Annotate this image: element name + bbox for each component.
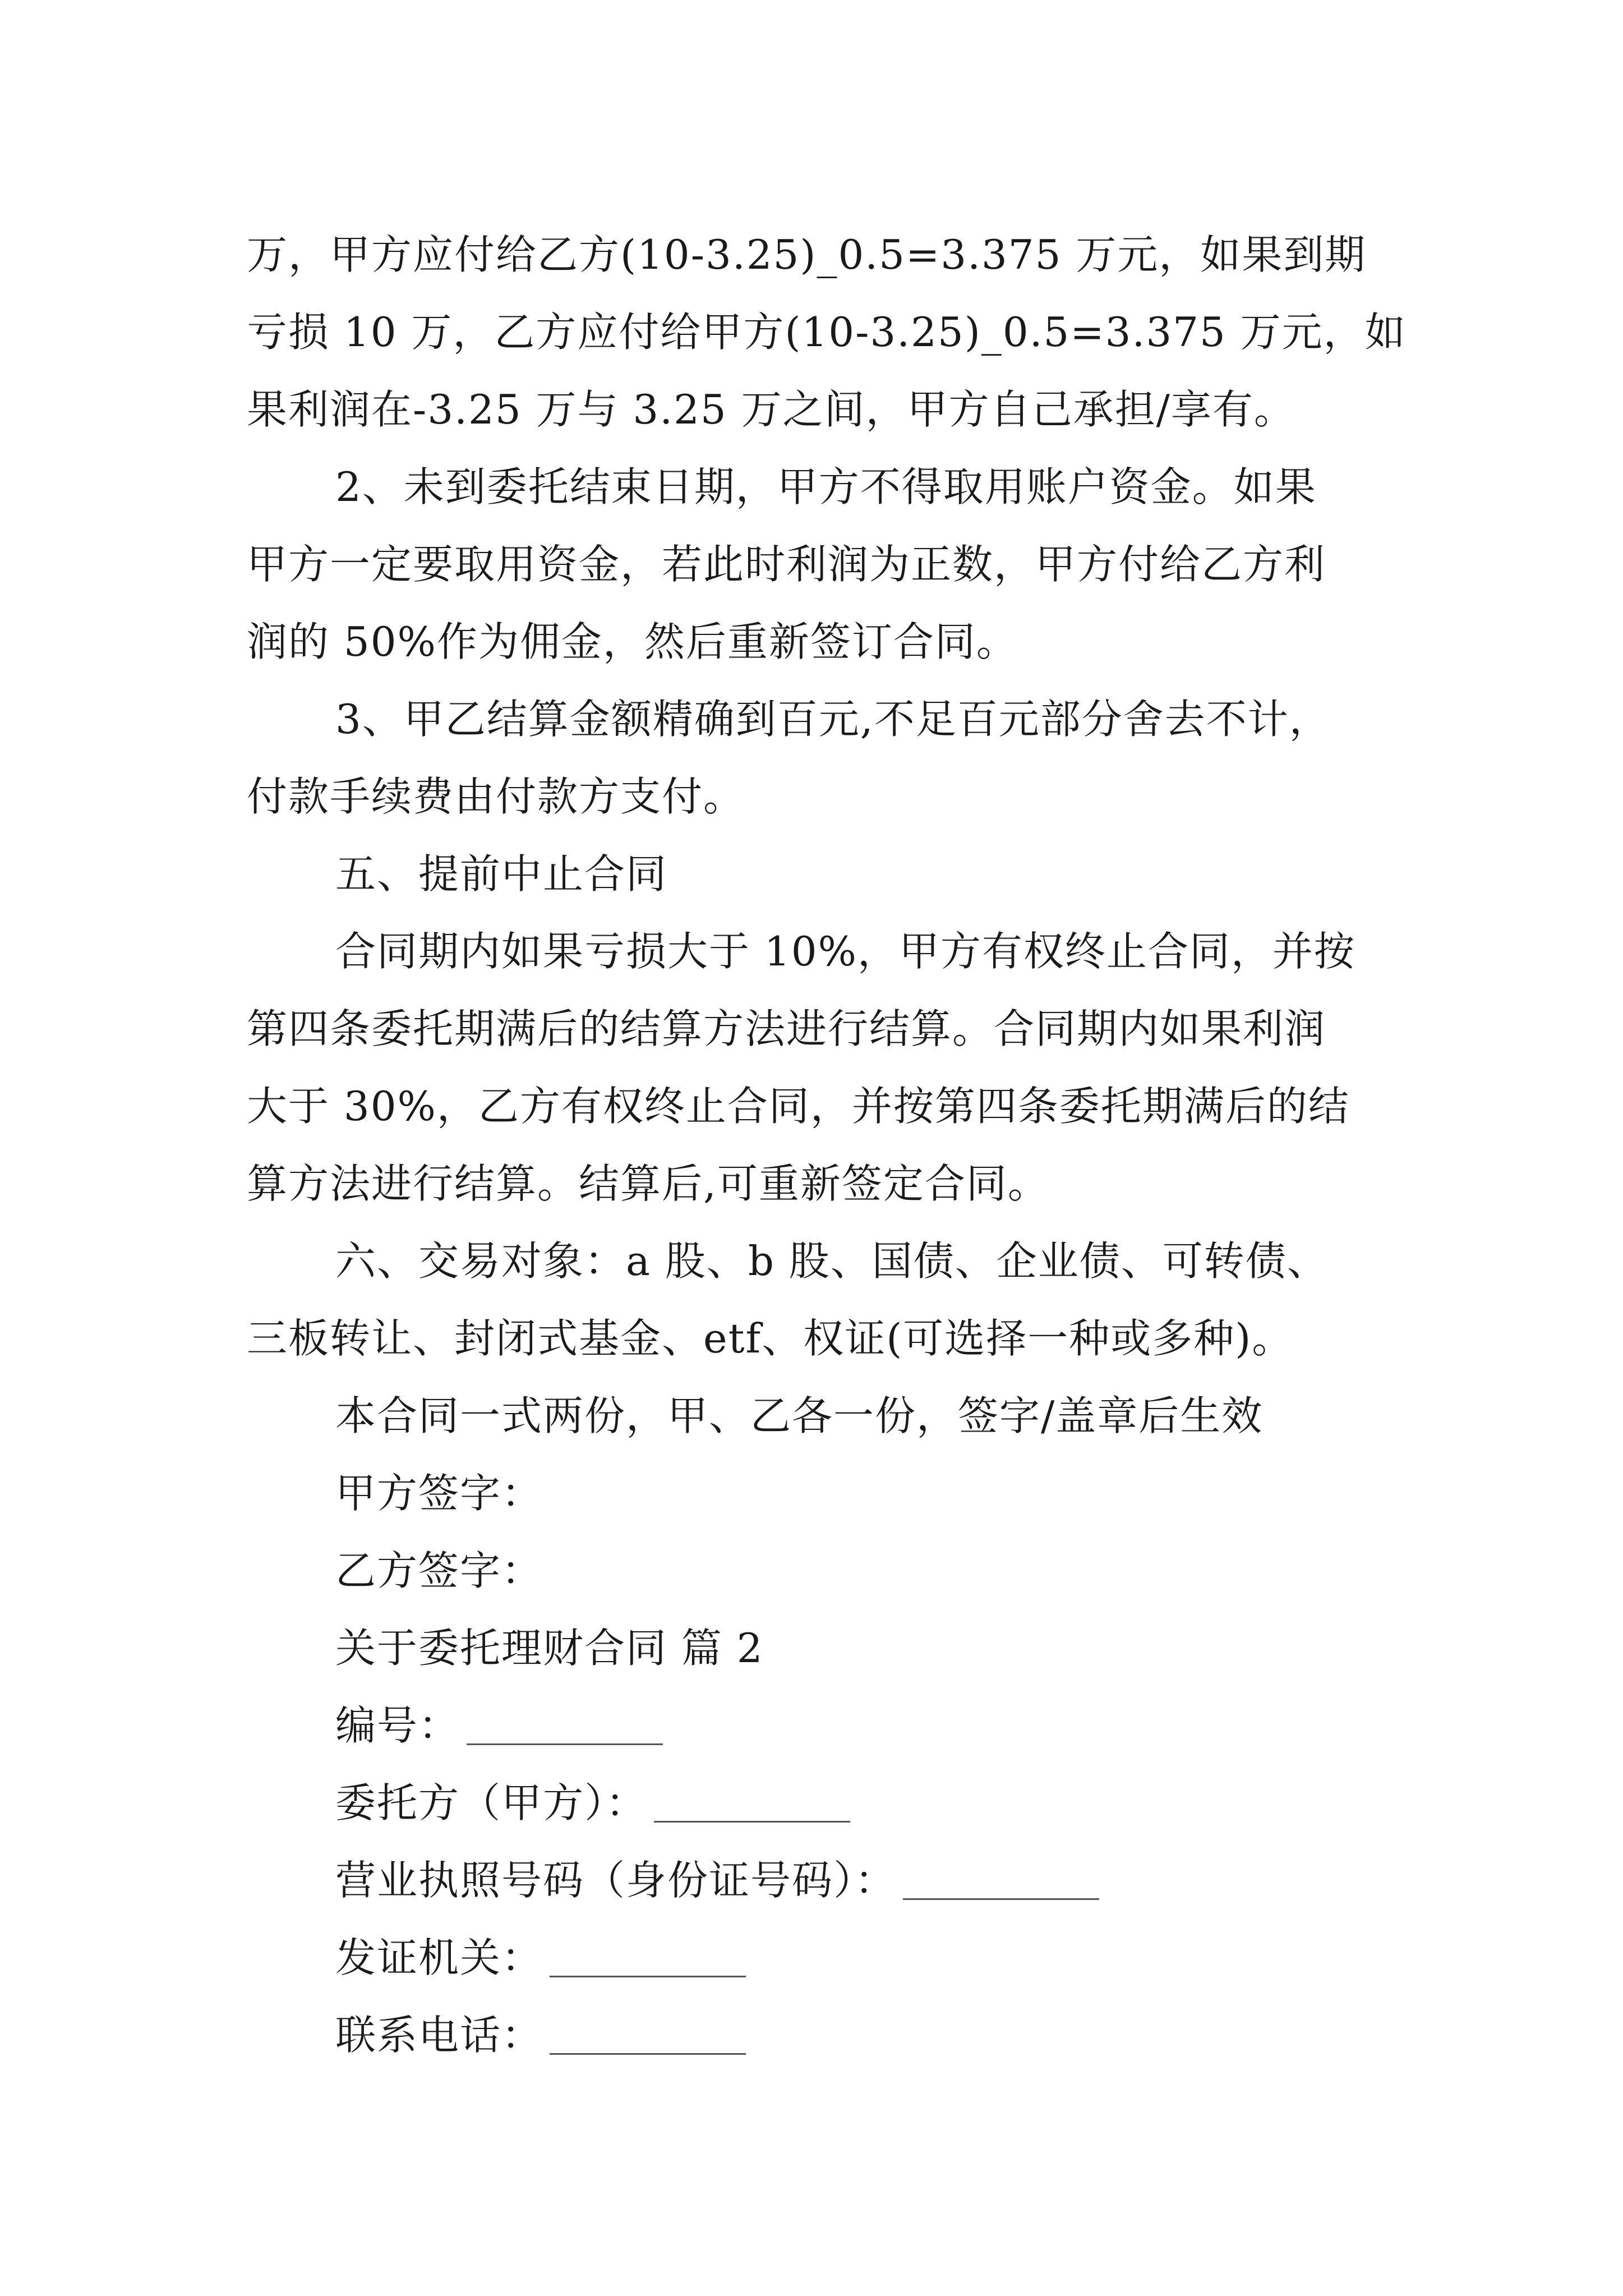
text-line: 润的 50%作为佣金，然后重新签订合同。 (247, 618, 1018, 665)
field-label: 发证机关： (335, 1934, 543, 1981)
text-line: 万，甲方应付给乙方(10-3.25)_0.5=3.375 万元，如果到期 (247, 231, 1367, 278)
field-issuing-authority (247, 1919, 1391, 1996)
blank-line (550, 1939, 746, 1977)
text-line: 三板转让、封闭式基金、etf、权证(可选择一种或多种)。 (247, 1315, 1294, 1362)
contract-title: 关于委托理财合同 篇 2 (335, 1625, 764, 1672)
text-line: 3、甲乙结算金额精确到百元,不足百元部分舍去不计， (335, 696, 1331, 743)
text-line: 果利润在-3.25 万与 3.25 万之间，甲方自己承担/享有。 (247, 386, 1295, 433)
signature-party-a: 甲方签字： (335, 1470, 543, 1517)
field-label: 联系电话： (335, 2012, 543, 2059)
field-phone (247, 1996, 1391, 2074)
text-line: 算方法进行结算。结算后,可重新签定合同。 (247, 1160, 1049, 1207)
field-label: 编号： (335, 1702, 460, 1749)
text-line: 2、未到委托结束日期，甲方不得取用账户资金。如果 (335, 463, 1317, 510)
field-label: 委托方（甲方）： (335, 1779, 648, 1826)
field-contract-number (247, 1687, 1391, 1764)
text-line: 第四条委托期满后的结算方法进行结算。合同期内如果利润 (247, 1005, 1326, 1052)
field-principal (247, 1764, 1391, 1842)
field-license-number (247, 1842, 1391, 1919)
text-line: 六、交易对象：a 股、b 股、国债、企业债、可转债、 (335, 1237, 1329, 1285)
blank-line (654, 1784, 850, 1823)
text-line: 甲方一定要取用资金，若此时利润为正数，甲方付给乙方利 (247, 541, 1326, 588)
text-line: 付款手续费由付款方支付。 (247, 773, 745, 820)
text-line: 本合同一式两份，甲、乙各一份，签字/盖章后生效 (335, 1392, 1264, 1439)
document-body (247, 216, 1407, 2074)
blank-line (550, 2016, 746, 2055)
signature-party-b: 乙方签字： (335, 1547, 543, 1594)
section-heading: 五、提前中止合同 (335, 850, 668, 898)
blank-line (903, 1861, 1099, 1900)
text-line: 合同期内如果亏损大于 10%，甲方有权终止合同，并按 (335, 928, 1355, 975)
blank-line (467, 1706, 663, 1745)
field-label: 营业执照号码（身份证号码）： (335, 1857, 897, 1904)
text-line: 亏损 10 万，乙方应付给甲方(10-3.25)_0.5=3.375 万元，如 (247, 309, 1407, 356)
text-line: 大于 30%，乙方有权终止合同，并按第四条委托期满后的结 (247, 1083, 1350, 1130)
